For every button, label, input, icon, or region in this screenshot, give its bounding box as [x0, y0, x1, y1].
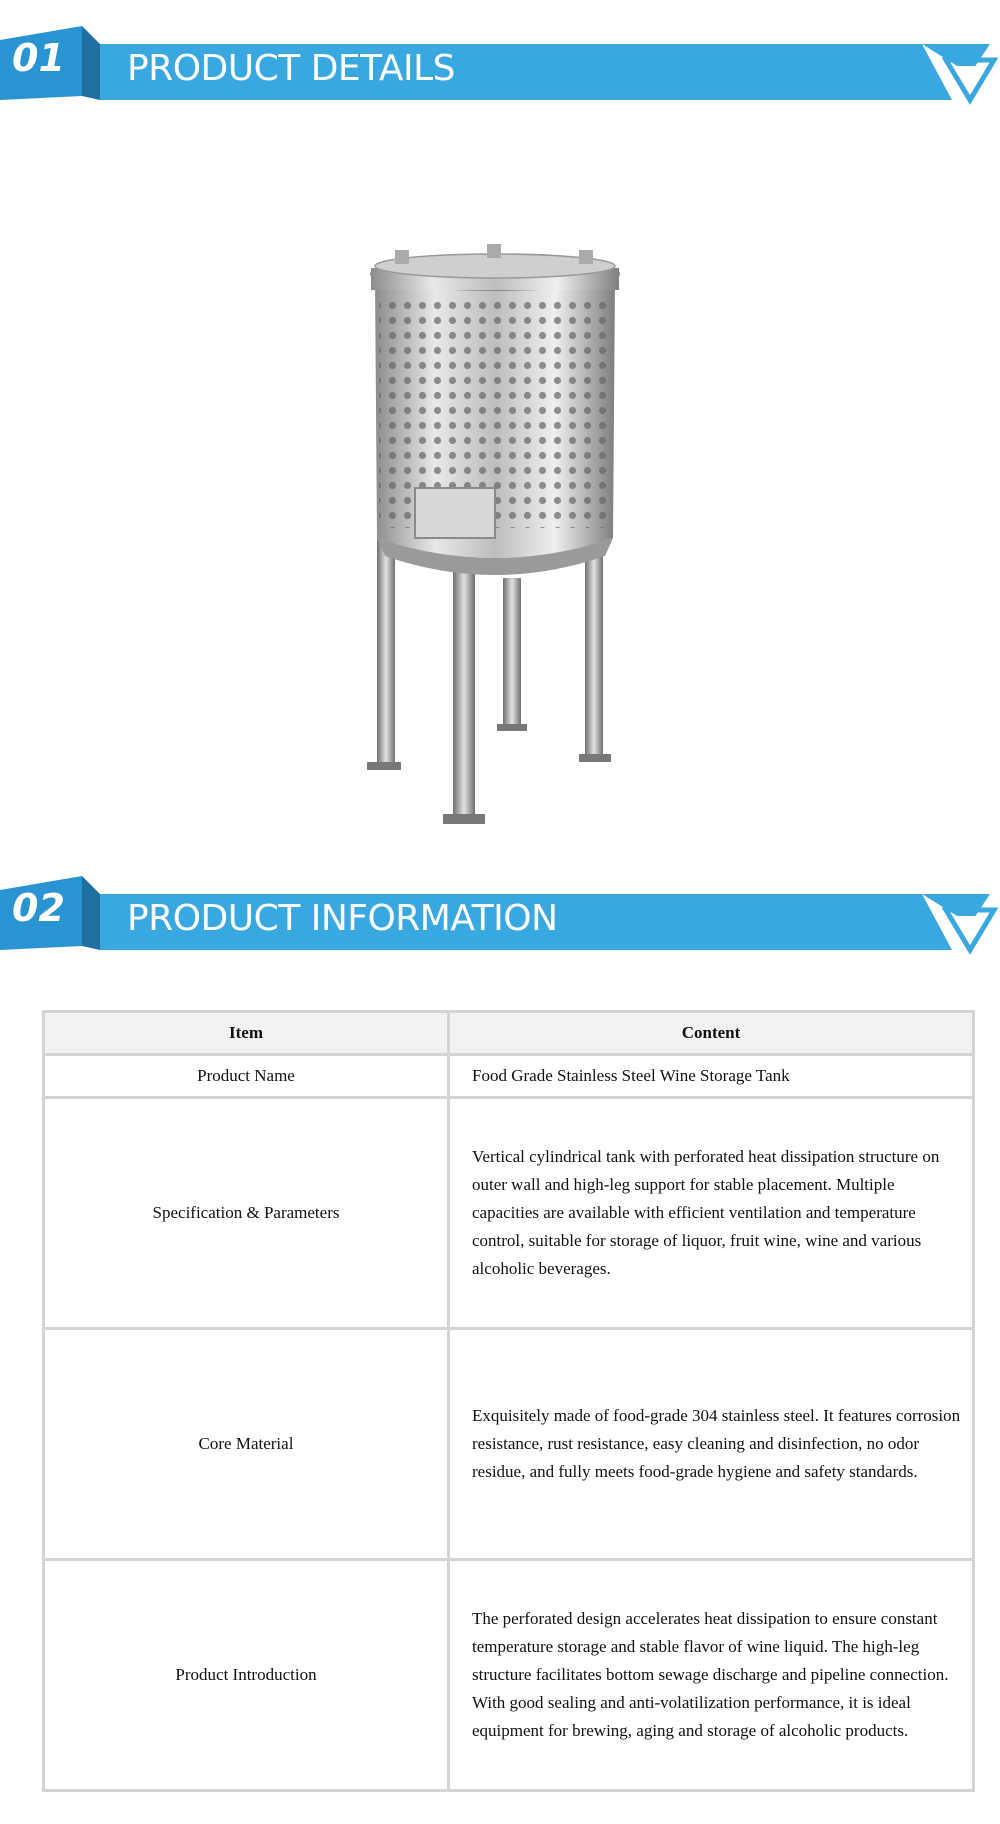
- row-item-label: Core Material: [44, 1329, 449, 1560]
- row-item-label: Product Name: [44, 1055, 449, 1098]
- product-info-table: [42, 1010, 975, 1792]
- row-content: The perforated design accelerates heat dissipation to ensure constant temperature storage and stable flavor of wine liquid. The high-leg structure facilitates bottom sewage discharge and pipeline connection. With good sealing and anti-volatilization performance, it is ideal equipment for brewing, aging and storage of alcoholic products.: [449, 1560, 974, 1791]
- section-title: PRODUCT DETAILS: [127, 48, 456, 89]
- stainless-steel-tank-image: [355, 238, 635, 834]
- section-number: 02: [12, 886, 65, 930]
- row-content: Exquisitely made of food-grade 304 stainless steel. It features corrosion resistance, rust resistance, easy cleaning and disinfection, no odor residue, and fully meets food-grade hygiene and safety standards.: [449, 1329, 974, 1560]
- row-content: Food Grade Stainless Steel Wine Storage Tank: [449, 1055, 974, 1098]
- column-header-content: Content: [449, 1012, 974, 1055]
- table-header-row: [44, 1012, 974, 1055]
- section-banner-product-details: [0, 26, 1000, 106]
- section-banner-product-information: [0, 876, 1000, 956]
- table-row: [44, 1098, 974, 1329]
- table-row: [44, 1055, 974, 1098]
- table-row: [44, 1329, 974, 1560]
- row-item-label: Specification & Parameters: [44, 1098, 449, 1329]
- section-number: 01: [12, 36, 65, 80]
- section-title: PRODUCT INFORMATION: [127, 898, 558, 939]
- table-row: [44, 1560, 974, 1791]
- row-item-label: Product Introduction: [44, 1560, 449, 1791]
- column-header-item: Item: [44, 1012, 449, 1055]
- row-content: Vertical cylindrical tank with perforated heat dissipation structure on outer wall and high-leg support for stable placement. Multiple capacities are available with efficient ventilation and temperature control, suitable for storage of liquor, fruit wine, wine and various alcoholic beverages.: [449, 1098, 974, 1329]
